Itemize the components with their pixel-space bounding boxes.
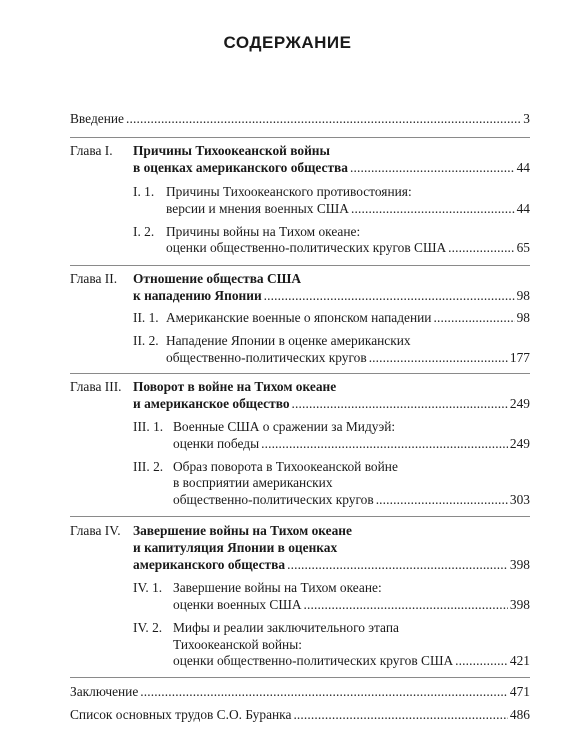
section-title-line[interactable] [173, 580, 530, 596]
page-title: СОДЕРЖАНИЕ [223, 33, 352, 52]
section-title: Завершение войны на Тихом океане: [173, 580, 382, 595]
dot-leader [264, 288, 515, 304]
divider [70, 137, 530, 138]
dot-leader [304, 597, 508, 613]
toc-entry-section-2-2[interactable] [166, 350, 530, 366]
page-number: 398 [509, 597, 530, 612]
chapter-title: в оценках американского общества [133, 160, 348, 175]
section-number: III. 2. [133, 459, 164, 474]
chapter-title: Поворот в войне на Тихом океане [133, 379, 337, 394]
section-number: II. 2. [133, 333, 159, 348]
section-title: общественно-политических кругов [173, 492, 374, 507]
page-number: 44 [516, 160, 530, 175]
entry-label: Список основных трудов С.О. Буранка [70, 707, 292, 722]
chapter-title: и американское общество [133, 396, 290, 411]
dot-leader [350, 160, 515, 176]
dot-leader [433, 310, 514, 326]
toc-entry-chapter-1[interactable] [133, 160, 530, 176]
toc-entry-section-4-2[interactable] [173, 653, 530, 669]
section-title: Причины Тихоокеанского противостояния: [166, 184, 412, 199]
section-title: Тихоокеанской войны: [173, 637, 302, 652]
toc-entry-section-1-2[interactable] [166, 240, 530, 256]
entry-label: Введение [70, 111, 124, 126]
page-number: 249 [509, 436, 530, 451]
page-number: 98 [516, 310, 530, 325]
dot-leader [261, 436, 508, 452]
section-number: IV. 1. [133, 580, 163, 595]
chapter-title: Отношение общества США [133, 271, 302, 286]
chapter-label: Глава I. [70, 143, 113, 158]
page-number: 303 [509, 492, 530, 507]
chapter-label: Глава II. [70, 271, 118, 286]
section-title-line[interactable] [173, 637, 530, 653]
chapter-title-line[interactable] [133, 540, 530, 556]
dot-leader [448, 240, 514, 256]
dot-leader [140, 684, 508, 700]
dot-leader [376, 492, 508, 508]
chapter-title-line[interactable] [133, 143, 530, 159]
section-title: оценки общественно-политических кругов США [173, 653, 454, 668]
section-number: III. 1. [133, 419, 164, 434]
page-number: 44 [516, 201, 530, 216]
section-title: Образ поворота в Тихоокеанской войне [173, 459, 398, 474]
section-number: II. 1. [133, 310, 159, 325]
section-title: версии и мнения военных США [166, 201, 349, 216]
divider [70, 516, 530, 517]
chapter-title: и капитуляция Японии в оценках [133, 540, 338, 555]
section-title: оценки военных США [173, 597, 302, 612]
page-number: 398 [509, 557, 530, 572]
toc-entry-section-2-1[interactable] [166, 310, 530, 326]
chapter-label: Глава III. [70, 379, 122, 394]
toc-entry-section-3-2[interactable] [173, 492, 530, 508]
section-title-line[interactable] [173, 459, 530, 475]
section-title: общественно-политических кругов [166, 350, 367, 365]
page-number: 65 [516, 240, 530, 255]
page-number: 421 [509, 653, 530, 668]
section-title: в восприятии американских [173, 475, 333, 490]
divider [70, 373, 530, 374]
chapter-title: Завершение войны на Тихом океане [133, 523, 352, 538]
chapter-title: американского общества [133, 557, 286, 572]
chapter-label: Глава IV. [70, 523, 121, 538]
dot-leader [287, 557, 508, 573]
dot-leader [292, 396, 508, 412]
toc-entry-section-1-1[interactable] [166, 201, 530, 217]
page-number: 3 [523, 111, 530, 126]
section-title-line[interactable] [173, 620, 530, 636]
section-number: I. 2. [133, 224, 155, 239]
section-title-line[interactable] [166, 224, 530, 240]
section-title: Американские военные о японском нападении [166, 310, 432, 325]
toc-entry-conclusion[interactable] [70, 684, 530, 700]
section-number: IV. 2. [133, 620, 163, 635]
page-number: 249 [509, 396, 530, 411]
divider [70, 677, 530, 678]
dot-leader [126, 111, 521, 127]
section-title: Мифы и реалии заключительного этапа [173, 620, 399, 635]
page-number: 486 [509, 707, 530, 722]
dot-leader [455, 653, 508, 669]
toc-entry-section-4-1[interactable] [173, 597, 530, 613]
toc-entry-chapter-4[interactable] [133, 557, 530, 573]
page-number: 471 [509, 684, 530, 699]
chapter-title-line[interactable] [133, 271, 530, 287]
section-title: Военные США о сражении за Мидуэй: [173, 419, 396, 434]
section-title-line[interactable] [166, 333, 530, 349]
toc-entry-works[interactable] [70, 707, 530, 723]
section-title: оценки общественно-политических кругов США [166, 240, 447, 255]
dot-leader [369, 350, 508, 366]
page-number: 177 [509, 350, 530, 365]
divider [70, 265, 530, 266]
toc-entry-chapter-2[interactable] [133, 288, 530, 304]
chapter-title-line[interactable] [133, 379, 530, 395]
chapter-title: Причины Тихоокеанской войны [133, 143, 330, 158]
section-title-line[interactable] [166, 184, 530, 200]
dot-leader [293, 707, 507, 723]
section-title: Причины войны на Тихом океане: [166, 224, 361, 239]
section-title: оценки победы [173, 436, 260, 451]
toc-entry-intro[interactable] [70, 111, 530, 127]
toc-entry-chapter-3[interactable] [133, 396, 530, 412]
page-number: 98 [516, 288, 530, 303]
section-title-line[interactable] [173, 419, 530, 435]
toc-entry-section-3-1[interactable] [173, 436, 530, 452]
section-title-line[interactable] [173, 475, 530, 491]
chapter-title: к нападению Японии [133, 288, 262, 303]
section-title: Нападение Японии в оценке американских [166, 333, 411, 348]
entry-label: Заключение [70, 684, 139, 699]
section-number: I. 1. [133, 184, 155, 199]
chapter-title-line[interactable] [133, 523, 530, 539]
dot-leader [351, 201, 515, 217]
